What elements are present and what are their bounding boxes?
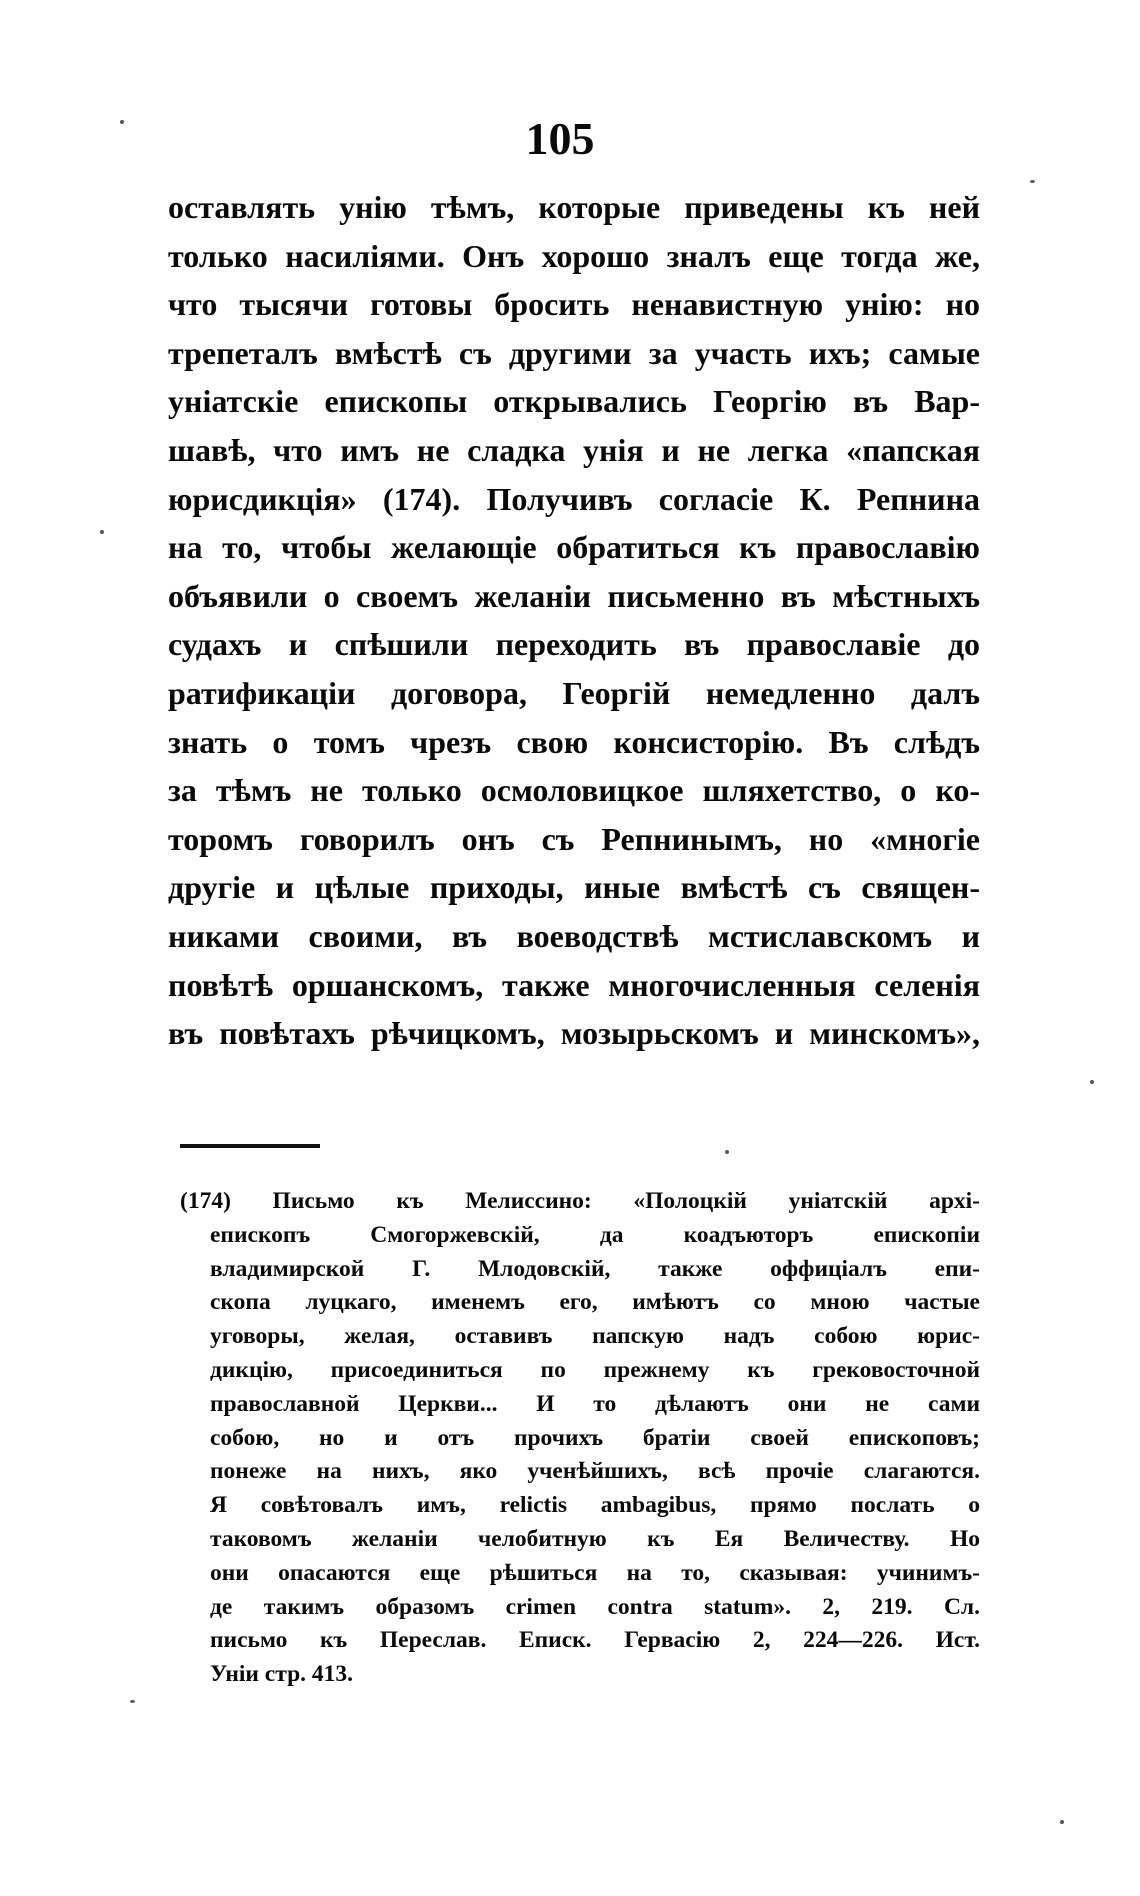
body-line: шавѣ, что имъ не сладка унія и не легка «папская bbox=[168, 431, 980, 468]
footnote-line: собою, но и отъ прочихъ братіи своей епископовъ; bbox=[210, 1424, 980, 1451]
footnote bbox=[180, 1185, 980, 1692]
body-line: другіе и цѣлые приходы, иные вмѣстѣ съ священ- bbox=[168, 869, 980, 906]
footnote-line: они опасаются еще рѣшиться на то, сказывая: учинимъ- bbox=[210, 1559, 980, 1586]
footnote-line: письмо къ Переслав. Еписк. Гервасію 2, 224—226. Ист. bbox=[210, 1627, 980, 1654]
footnote-line: де такимъ образомъ crimen contra statum». 2, 219. Сл. bbox=[210, 1593, 980, 1620]
footnote-line: (174) Письмо къ Мелиссино: «Полоцкій уніатскій архі- bbox=[180, 1188, 980, 1214]
footnote-line: епископъ Смогоржевскій, да коадъюторъ епископіи bbox=[210, 1221, 980, 1248]
footnote-line: православной Церкви... И то дѣлаютъ они не сами bbox=[210, 1390, 980, 1417]
footnote-line: Я совѣтовалъ имъ, relictis ambagibus, прямо послать о bbox=[210, 1492, 980, 1519]
body-line: трепеталъ вмѣстѣ съ другими за участь ихъ; самые bbox=[168, 334, 980, 371]
scan-speck bbox=[1030, 180, 1035, 183]
footnote-line: владимирской Г. Млодовскій, также оффиціалъ епи- bbox=[210, 1255, 980, 1282]
scan-speck bbox=[1090, 1080, 1094, 1084]
scan-speck bbox=[100, 530, 104, 534]
footnote-line: дикцію, присоединиться по прежнему къ грековосточной bbox=[210, 1356, 980, 1383]
body-line: ратификаціи договора, Георгій немедленно далъ bbox=[168, 674, 980, 711]
scan-speck bbox=[1060, 1820, 1064, 1824]
body-line: что тысячи готовы бросить ненавистную унію: но bbox=[168, 286, 980, 323]
footnote-line: уговоры, желая, оставивъ папскую надъ собою юрис- bbox=[210, 1323, 980, 1350]
body-line: оставлять унію тѣмъ, которые приведены къ ней bbox=[168, 189, 980, 225]
footnote-line: понеже на нихъ, яко ученѣйшихъ, всѣ прочіе слагаются. bbox=[210, 1458, 980, 1485]
body-line: на то, чтобы желающіе обратиться къ православію bbox=[168, 529, 980, 566]
body-line: уніатскіе епископы открывались Георгію въ Вар- bbox=[168, 383, 980, 420]
body-line: въ повѣтахъ рѣчицкомъ, мозырьскомъ и минскомъ», bbox=[168, 1015, 980, 1052]
scan-speck bbox=[725, 1150, 729, 1154]
footnote-line: таковомъ желаніи челобитную къ Ея Величеству. Но bbox=[210, 1525, 980, 1552]
body-line: только насиліями. Онъ хорошо зналъ еще тогда же, bbox=[168, 237, 980, 274]
body-line: торомъ говорилъ онъ съ Репнинымъ, но «многіе bbox=[168, 820, 980, 857]
scan-speck bbox=[130, 1700, 135, 1703]
body-line: повѣтѣ оршанскомъ, также многочисленныя селенія bbox=[168, 966, 980, 1003]
page-number: 105 bbox=[525, 113, 595, 164]
body-line: знать о томъ чрезъ свою консисторію. Въ слѣдъ bbox=[168, 723, 980, 760]
scan-speck bbox=[120, 120, 124, 124]
footnote-divider bbox=[180, 1144, 320, 1148]
body-line: никами своими, въ воеводствѣ мстиславскомъ и bbox=[168, 917, 980, 954]
body-text bbox=[168, 183, 980, 1058]
body-line: объявили о своемъ желаніи письменно въ мѣстныхъ bbox=[168, 577, 980, 614]
footnote-line: скопа луцкаго, именемъ его, имѣютъ со мною частые bbox=[210, 1289, 980, 1316]
body-line: судахъ и спѣшили переходить въ православіе до bbox=[168, 626, 980, 663]
footnote-line: Уніи стр. 413. bbox=[210, 1661, 354, 1688]
body-line: юрисдикція» (174). Получивъ согласіе К. Репнина bbox=[168, 480, 980, 517]
body-line: за тѣмъ не только осмоловицкое шляхетство, о ко- bbox=[168, 772, 980, 809]
